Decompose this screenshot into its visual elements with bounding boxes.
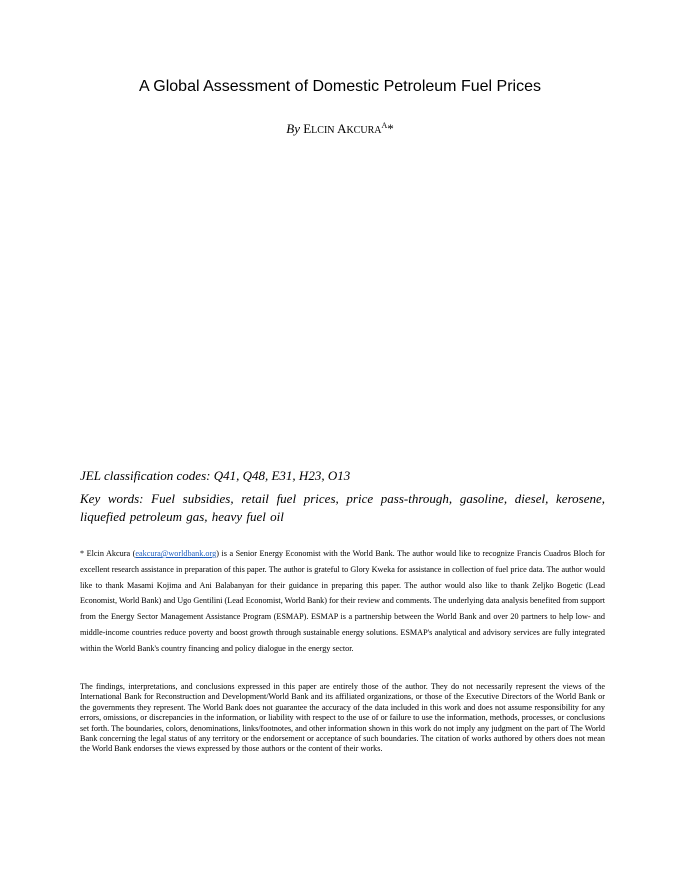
author-footnote-marker: * xyxy=(387,121,394,136)
paper-title: A Global Assessment of Domestic Petroleum Fuel Prices xyxy=(139,78,541,95)
author-email-link[interactable]: eakcura@worldbank.org xyxy=(135,549,217,558)
byline-by: By xyxy=(286,121,300,136)
disclaimer-text: The findings, interpretations, and conclusions expressed in this paper are entirely those of the author. They do not necessarily represent the views of the International Bank for Reconstruction and Development/World Bank and its affiliated organizations, or those of the Executive Directors of the World Bank or the governments they represent. The World Bank does not guarantee the accuracy of the data included in this work and does not assume responsibility for any errors, omissions, or discrepancies in the information, or liability with respect to the use of or failure to use the information, methods, processes, or conclusions set forth. The boundaries, colors, denominations, links/footnotes, and other information shown in this work do not imply any judgment on the part of The World Bank concerning the legal status of any territory or the endorsement or acceptance of such boundaries. The citation of works authored by others does not mean the World Bank endorses the views expressed by those authors or the content of their works. xyxy=(80,682,605,754)
author-superscript: A xyxy=(381,121,388,130)
keywords: Key words: Fuel subsidies, retail fuel prices, price pass-through, gasoline, diesel, kerosene, liquefied petroleum gas, heavy fuel oil xyxy=(80,491,605,524)
jel-classification: JEL classification codes: Q41, Q48, E31, H23, O13 xyxy=(80,468,351,483)
author-name: ELCIN AKCURA xyxy=(303,121,382,136)
author-footnote: * Elcin Akcura (eakcura@worldbank.org) is a Senior Energy Economist with the World Bank. The author would like to recognize Francis Cuadros Bloch for excellent research assistance in preparation of this paper. The author is grateful to Glory Kweka for assistance in collection of fuel price data. The author would like to thank Masami Kojima and Ani Balabanyan for their guidance in preparing this paper. The author would also like to thank Zeljko Bogetic (Lead Economist, World Bank) and Ugo Gentilini (Lead Economist, World Bank) for their review and comments. The underlying data analysis benefited from support from the Energy Sector Management Assistance Program (ESMAP). ESMAP is a partnership between the World Bank and over 20 partners to help low- and middle-income countries reduce poverty and boost growth through sustainable energy solutions. ESMAP's analytical and advisory services are fully integrated within the World Bank's country financing and policy dialogue in the energy sector. xyxy=(80,549,606,653)
author-byline xyxy=(0,121,680,137)
